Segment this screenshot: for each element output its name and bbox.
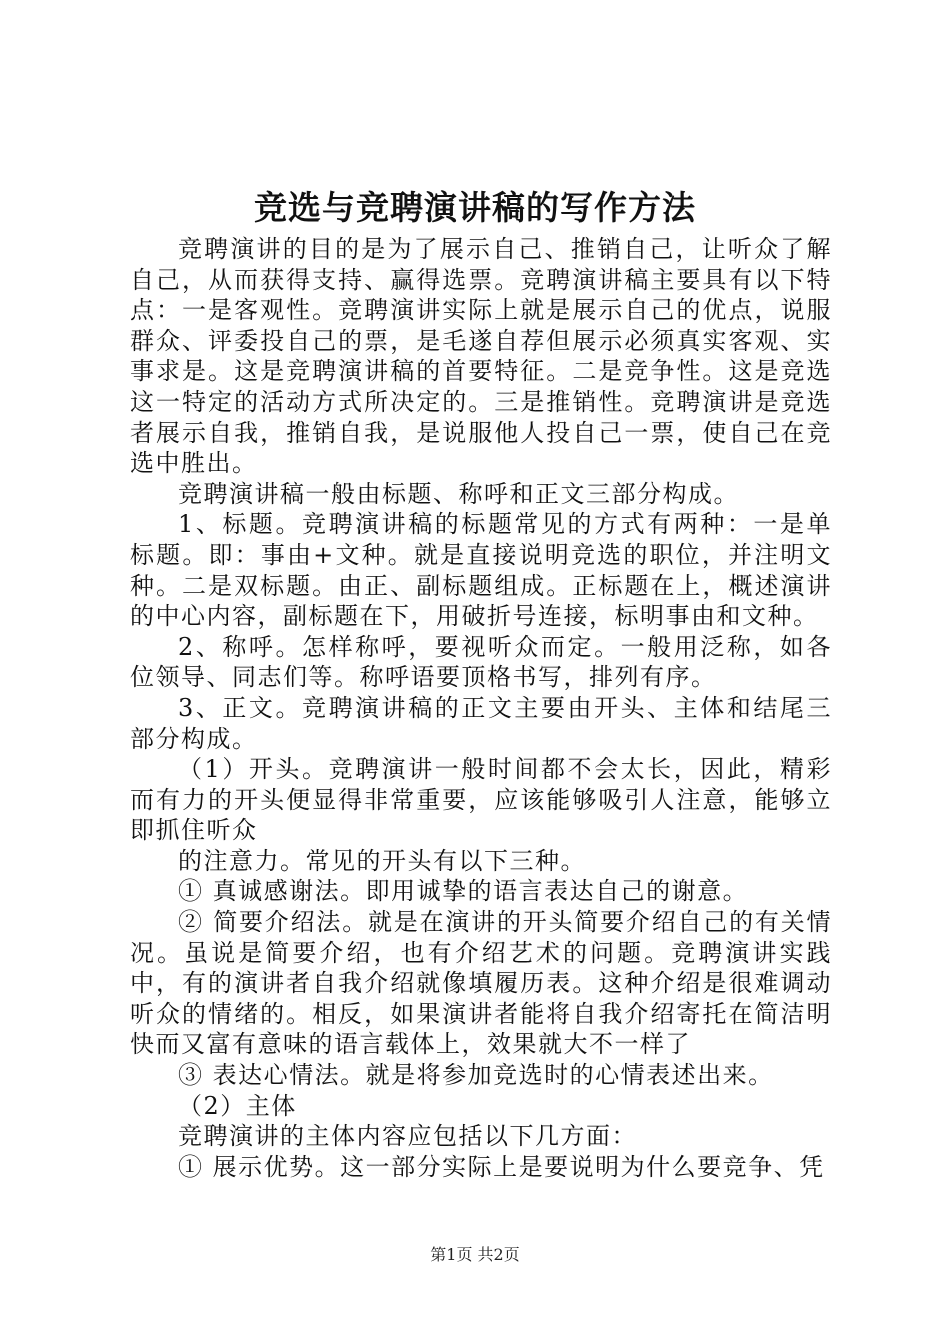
paragraph-opening-continued: 的注意力。常见的开头有以下三种。 bbox=[178, 846, 586, 875]
paragraph-method-intro: ② 简要介绍法。就是在演讲的开头简要介绍自己的有关情况。虽说是简要介绍，也有介绍艺术的问题。竞聘演讲实践中，有的演讲者自我介绍就像填履历表。这种介绍是很难调动听众的情绪的。相反，如果演讲者能将自我介绍寄托在简洁明快而又富有意味的语言载体上，效果就大不一样了 bbox=[130, 908, 832, 1059]
paragraph-body-section: 3、正文。竞聘演讲稿的正文主要由开头、主体和结尾三部分构成。 bbox=[130, 693, 832, 753]
paragraph-main-heading: （2）主体 bbox=[178, 1091, 297, 1120]
paragraph-intro: 竞聘演讲的目的是为了展示自己、推销自己，让听众了解自己，从而获得支持、赢得选票。竞聘演讲稿主要具有以下特点：一是客观性。竞聘演讲实际上就是展示自己的优点，说服群众、评委投自己的票，是毛遂自荐但展示必须真实客观、实事求是。这是竞聘演讲稿的首要特征。二是竞争性。这是竞选这一特定的活动方式所决定的。三是推销性。竞聘演讲是竞选者展示自我，推销自我，是说服他人投自己一票，使自己在竞选中胜出。 bbox=[130, 235, 832, 478]
paragraph-salutation-section: 2、称呼。怎样称呼，要视听众而定。一般用泛称，如各位领导、同志们等。称呼语要顶格书写，排列有序。 bbox=[130, 632, 832, 692]
paragraph-method-thanks: ① 真诚感谢法。即用诚挚的语言表达自己的谢意。 bbox=[178, 877, 749, 906]
document-title: 竞选与竞聘演讲稿的写作方法 bbox=[254, 188, 696, 227]
paragraph-opening: （1）开头。竞聘演讲一般时间都不会太长，因此，精彩而有力的开头便显得非常重要，应该能够吸引人注意，能够立即抓住听众 bbox=[130, 755, 832, 845]
paragraph-main-contents: 竞聘演讲的主体内容应包括以下几方面： bbox=[178, 1122, 637, 1151]
page-footer: 第1页 共2页 bbox=[430, 1245, 520, 1264]
paragraph-show-strengths: ① 展示优势。这一部分实际上是要说明为什么要竞争、凭 bbox=[178, 1152, 825, 1181]
paragraph-structure: 竞聘演讲稿一般由标题、称呼和正文三部分构成。 bbox=[178, 479, 739, 508]
paragraph-title-section: 1、标题。竞聘演讲稿的标题常见的方式有两种：一是单标题。即：事由+文种。就是直接说明竞选的职位，并注明文种。二是双标题。由正、副标题组成。正标题在上，概述演讲的中心内容，副标题在下，用破折号连接，标明事由和文种。 bbox=[130, 510, 832, 631]
paragraph-method-feelings: ③ 表达心情法。就是将参加竞选时的心情表述出来。 bbox=[178, 1061, 774, 1090]
document-body bbox=[130, 234, 832, 1182]
